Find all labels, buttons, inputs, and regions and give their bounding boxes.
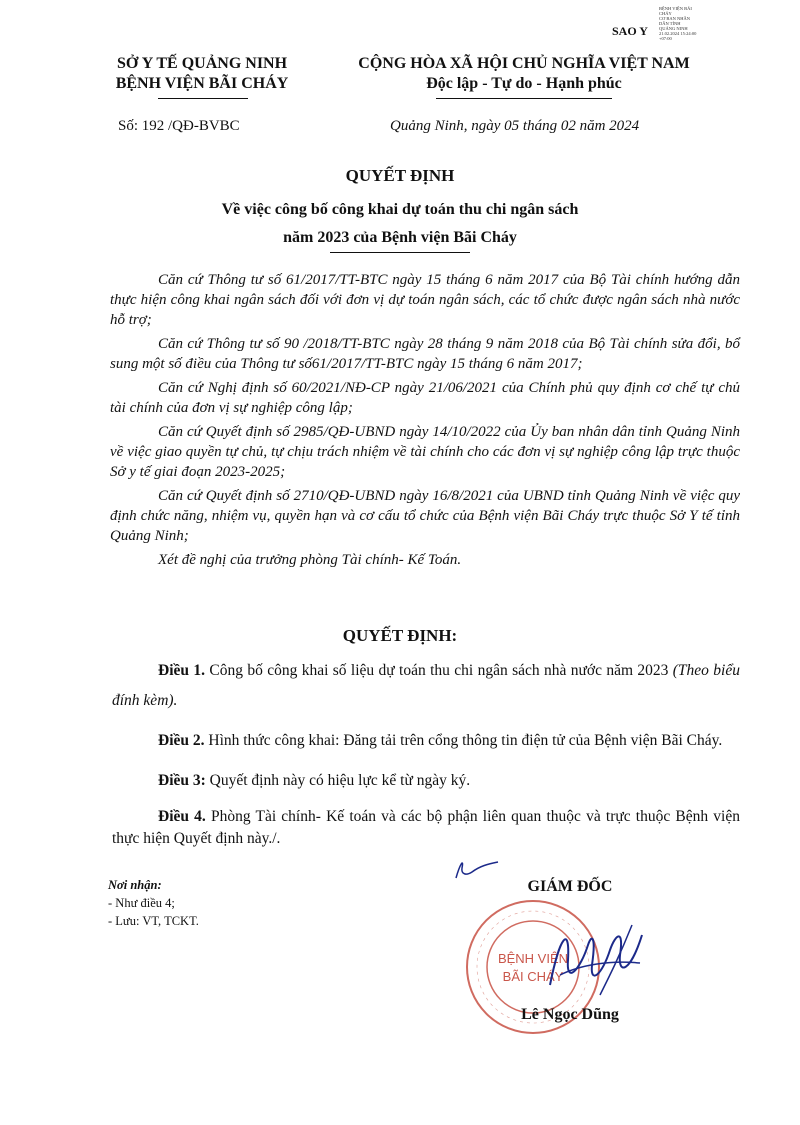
article-text: Công bố công khai số liệu dự toán thu chi ngân sách nhà nước năm 2023	[205, 662, 673, 679]
digital-signature-line: +07:00	[659, 36, 672, 41]
article-label: Điều 1.	[158, 662, 205, 679]
articles	[112, 656, 740, 860]
handwritten-signature	[540, 915, 650, 1010]
issuing-organization	[96, 54, 308, 94]
recipients-heading: Nơi nhận:	[108, 878, 162, 892]
article-label: Điều 3:	[158, 772, 206, 789]
digital-signature-line: 21.02.2024 15:24:00	[659, 31, 697, 36]
article-2	[112, 726, 740, 756]
seal-text-line: BỆNH VIỆN	[497, 951, 569, 966]
signature-stroke	[600, 925, 632, 995]
digital-signature-line: CHÁY	[659, 11, 672, 16]
article-note: (Theo biểu đính kèm).	[112, 662, 740, 709]
subject-line: năm 2023 của Bệnh viện Bãi Cháy	[283, 229, 517, 246]
org-parent: SỞ Y TẾ QUẢNG NINH	[116, 55, 288, 72]
initial-mark	[452, 854, 502, 884]
digital-signature-line: BỆNH VIỆN BÃI	[659, 6, 692, 11]
article-4	[112, 806, 740, 850]
article-text: Phòng Tài chính- Kế toán và các bộ phận liên quan thuộc và trực thuộc Bệnh viện thực hiện Quyết định này./.	[112, 808, 740, 847]
legal-basis-item: Căn cứ Thông tư số 61/2017/TT-BTC ngày 15 tháng 6 năm 2017 của Bộ Tài chính hướng dẫn thực hiện công khai ngân sách đối với đơn vị dự toán ngân sách, các tổ chức được ngân sách nhà nước hỗ trợ;	[110, 272, 740, 328]
article-text: Hình thức công khai: Đăng tải trên cổng thông tin điện tử của Bệnh viện Bãi Cháy.	[204, 732, 723, 749]
digital-signature-line: QUẢNG NINH	[659, 26, 688, 31]
legal-basis-item: Căn cứ Nghị định số 60/2021/NĐ-CP ngày 21/06/2021 của Chính phủ quy định cơ chế tự chủ tài chính của đơn vị sự nghiệp công lập;	[110, 380, 740, 416]
document-date: Quảng Ninh, ngày 05 tháng 02 năm 2024	[390, 118, 640, 134]
legal-basis-item: Căn cứ Quyết định số 2710/QĐ-UBND ngày 16/8/2021 của UBND tỉnh Quảng Ninh về việc quy định chức năng, nhiệm vụ, quyền hạn và cơ cấu tổ chức của Bệnh viện Bãi Cháy trực thuộc Sở Y tế tỉnh Quảng Ninh;	[110, 488, 740, 544]
signature-stroke	[550, 935, 642, 985]
legal-basis-item: Căn cứ Quyết định số 2985/QĐ-UBND ngày 14/10/2022 của Ủy ban nhân dân tỉnh Quảng Ninh về việc giao quyền tự chủ, tự chịu trách nhiệm về tài chính cho các đơn vị sự nghiệp công lập trực thuộc Sở y tế giai đoạn 2023-2025;	[110, 424, 740, 480]
article-3	[112, 766, 740, 796]
nation-name: CỘNG HÒA XÃ HỘI CHỦ NGHĨA VIỆT NAM	[358, 55, 690, 72]
subject-line: Về việc công bố công khai dự toán thu chi ngân sách	[221, 201, 579, 218]
org-name: BỆNH VIỆN BÃI CHÁY	[115, 75, 289, 92]
decision-heading: QUYẾT ĐỊNH:	[342, 626, 458, 645]
recipient-item: - Lưu: VT, TCKT.	[108, 914, 199, 928]
legal-basis-item: Xét đề nghị của trưởng phòng Tài chính- Kế Toán.	[158, 552, 462, 568]
article-text: Quyết định này có hiệu lực kể từ ngày ký.	[205, 772, 471, 789]
document-number: Số: 192 /QĐ-BVBC	[118, 118, 240, 134]
recipients	[108, 876, 199, 930]
document-subject	[0, 196, 800, 252]
recipient-item: - Như điều 4;	[108, 896, 175, 910]
org-underline	[158, 98, 248, 99]
digital-signature-line: CƠ BAN NHÂN	[659, 16, 691, 21]
article-label: Điều 2.	[158, 732, 205, 749]
title-underline	[330, 252, 470, 253]
legal-bases	[110, 270, 740, 574]
document-title: QUYẾT ĐỊNH	[345, 166, 455, 185]
signer-position: GIÁM ĐỐC	[527, 878, 613, 895]
seal-text-line: BÃI CHÁY	[502, 969, 564, 984]
digital-signature-block	[659, 6, 719, 41]
national-title	[330, 54, 718, 94]
copy-stamp-label: SAO Y	[612, 24, 648, 38]
nation-motto: Độc lập - Tự do - Hạnh phúc	[426, 75, 622, 92]
legal-basis-item: Căn cứ Thông tư số 90 /2018/TT-BTC ngày 28 tháng 9 năm 2018 của Bộ Tài chính sửa đổi, bổ sung một số điều của Thông tư số61/2017/TT-BTC ngày 15 tháng 6 năm 2017;	[110, 336, 740, 372]
motto-underline	[436, 98, 612, 99]
article-1	[112, 656, 740, 716]
digital-signature-line: DÂN TỈNH	[659, 21, 681, 26]
article-label: Điều 4.	[158, 808, 206, 825]
signer-name: Lê Ngọc Dũng	[521, 1006, 619, 1023]
initial-stroke	[456, 862, 498, 878]
